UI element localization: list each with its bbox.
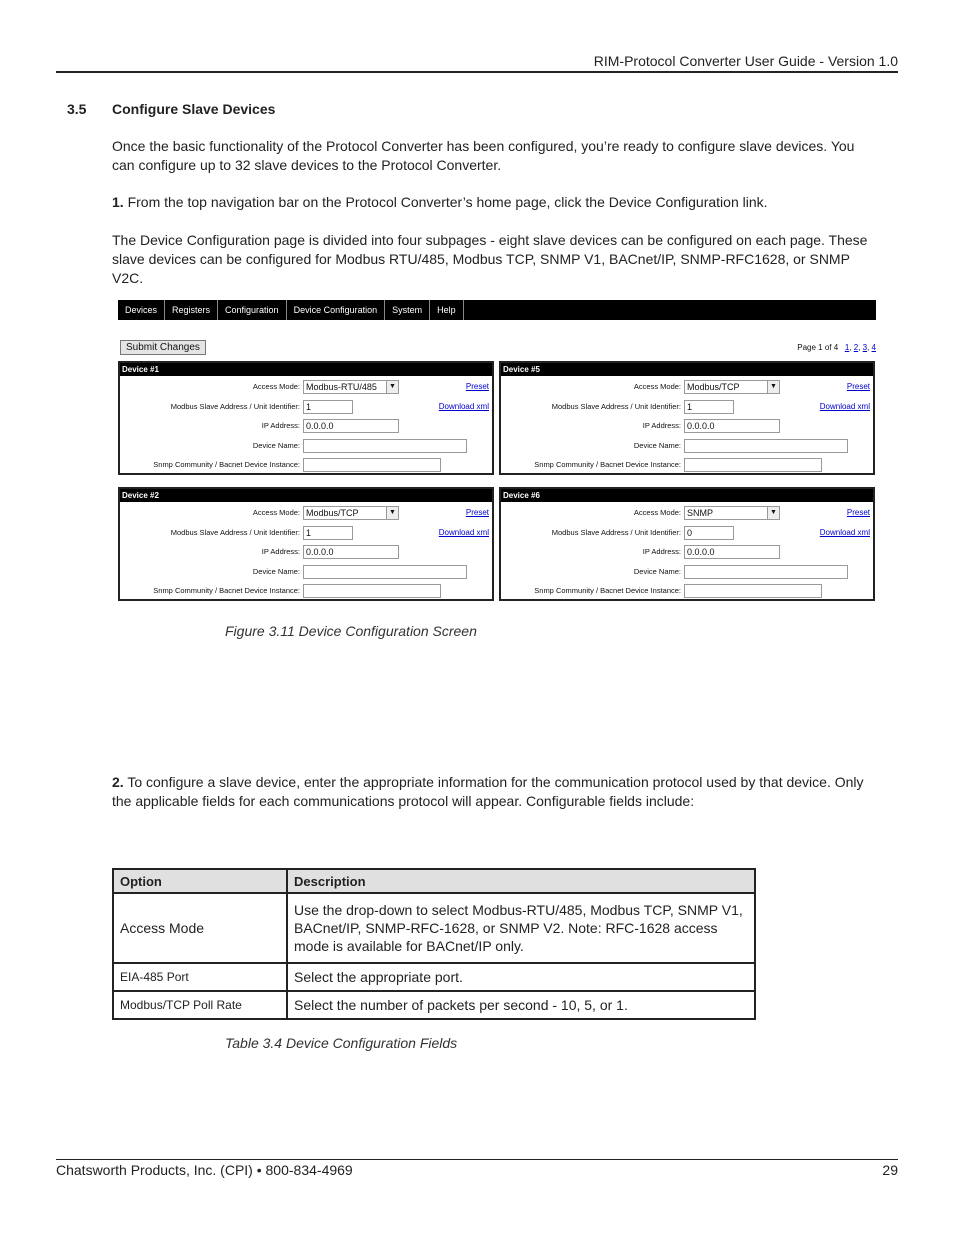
download-xml-link[interactable]: Download xml [819,401,870,411]
snmp-community-input[interactable] [684,584,822,598]
header-title: RIM-Protocol Converter User Guide - Version 1.0 [593,53,898,69]
table-header-option: Option [113,869,287,893]
ip-address-input[interactable] [684,419,780,433]
ip-address-input[interactable] [684,545,780,559]
snmp-community-input[interactable] [684,458,822,472]
table-row [113,893,755,963]
table-row [113,991,755,1019]
footer-company: Chatsworth Products, Inc. (CPI) • 800-834-4969 [56,1162,353,1178]
nav-tab-system[interactable]: System [385,300,430,320]
dropdown-arrow-icon[interactable]: ▼ [767,381,779,393]
pager-label: Page 1 of 4 [797,343,839,352]
device-config-screenshot [118,300,876,605]
section-title: Configure Slave Devices [112,101,276,117]
field-label: Snmp Community / Bacnet Device Instance: [153,460,300,469]
device-name-input[interactable] [303,565,467,579]
section-number: 3.5 [67,101,87,117]
field-label: Modbus Slave Address / Unit Identifier: [170,527,300,537]
slave-address-input[interactable] [303,526,353,540]
slave-address-input[interactable] [684,400,734,414]
device-panel-2 [118,487,494,601]
subpages-paragraph: The Device Configuration page is divided into four subpages - eight slave devices can be configured on each page. These slave devices can be configured for Modbus RTU/485, Modbus TCP, SNMP V1, BACnet/IP, SNMP-RFC1628, or SNMP V2C. [112,232,868,286]
step-1-number: 1. [112,194,124,210]
ip-address-input[interactable] [303,419,399,433]
access-mode-select[interactable] [303,506,399,520]
preset-link[interactable]: Preset [846,508,870,517]
download-xml-link[interactable]: Download xml [819,527,870,537]
snmp-community-input[interactable] [303,584,441,598]
device-name-input[interactable] [303,439,467,453]
page-number: 29 [882,1162,898,1178]
step-1-text: From the top navigation bar on the Protocol Converter’s home page, click the Device Configuration link. [127,194,768,210]
field-label: Snmp Community / Bacnet Device Instance: [153,586,300,595]
nav-tab-help[interactable]: Help [430,300,464,320]
field-value: 0.0.0.0 [306,421,334,431]
table-cell-description: Use the drop-down to select Modbus-RTU/485, Modbus TCP, SNMP V1, BACnet/IP, SNMP-RFC-1628, or SNMP V2. Note: RFC-1628 access mode is available for BACnet/IP only. [287,893,755,963]
field-value: Modbus/TCP [306,508,359,518]
access-mode-select[interactable] [684,506,780,520]
field-value: 1 [306,527,312,538]
pagination: Page 1 of 4 1, 2, 3, 4 [797,343,876,352]
step-2-number: 2. [112,774,124,790]
download-xml-link[interactable]: Download xml [438,527,489,537]
slave-address-input[interactable] [303,400,353,414]
figure-caption: Figure 3.11 Device Configuration Screen [225,623,477,639]
field-label: Device Name: [633,566,681,576]
field-label: Access Mode: [252,382,300,391]
device-panel-5 [499,361,875,475]
device-panel-1 [118,361,494,475]
field-value: 0.0.0.0 [687,547,715,557]
preset-link[interactable]: Preset [465,382,489,391]
field-label: Snmp Community / Bacnet Device Instance: [534,460,681,469]
field-value: 0.0.0.0 [306,547,334,557]
step-2-text: To configure a slave device, enter the appropriate information for the communication protocol used by that device. Only the applicable fields for each communications protocol will appear. Configurable fields include: [112,774,864,809]
access-mode-select[interactable] [684,380,780,394]
device-panel-title: Device #6 [501,489,873,502]
device-name-input[interactable] [684,439,848,453]
table-row [113,963,755,991]
step-2-paragraph [112,773,870,811]
field-label: IP Address: [642,421,681,430]
device-panel-title: Device #1 [120,363,492,376]
page-link-2[interactable]: 2 [853,343,859,352]
preset-link[interactable]: Preset [465,508,489,517]
footer-rule [56,1159,898,1160]
field-label: Access Mode: [633,508,681,517]
device-panel-6 [499,487,875,601]
field-label: Device Name: [252,440,300,450]
nav-tab-registers[interactable]: Registers [165,300,218,320]
nav-tab-devices[interactable]: Devices [118,300,165,320]
field-label: Access Mode: [633,382,681,391]
table-cell-option: Access Mode [113,893,287,963]
page-link-4[interactable]: 4 [871,343,876,352]
field-label: Device Name: [633,440,681,450]
snmp-community-input[interactable] [303,458,441,472]
field-label: Access Mode: [252,508,300,517]
table-header-row [113,869,755,893]
field-label: Modbus Slave Address / Unit Identifier: [551,401,681,411]
table-cell-option: EIA-485 Port [113,963,287,991]
table-cell-description: Select the appropriate port. [287,963,755,991]
field-value: 1 [687,401,693,412]
field-value: SNMP [687,508,714,518]
dropdown-arrow-icon[interactable]: ▼ [386,507,398,519]
device-config-fields-table [112,868,756,1020]
submit-changes-button[interactable]: Submit Changes [120,340,206,355]
field-value: 1 [306,401,312,412]
nav-tab-configuration[interactable]: Configuration [218,300,287,320]
field-value: Modbus/TCP [687,382,740,392]
field-label: IP Address: [261,421,300,430]
field-value: 0.0.0.0 [687,421,715,431]
field-label: Modbus Slave Address / Unit Identifier: [170,401,300,411]
preset-link[interactable]: Preset [846,382,870,391]
download-xml-link[interactable]: Download xml [438,401,489,411]
device-panel-title: Device #5 [501,363,873,376]
device-panel-title: Device #2 [120,489,492,502]
field-label: Modbus Slave Address / Unit Identifier: [551,527,681,537]
table-header-description: Description [287,869,755,893]
ip-address-input[interactable] [303,545,399,559]
table-cell-description: Select the number of packets per second - 10, 5, or 1. [287,991,755,1019]
dropdown-arrow-icon[interactable]: ▼ [767,507,779,519]
nav-tab-device-configuration[interactable]: Device Configuration [287,300,386,320]
step-1-paragraph [112,193,870,212]
page-link-3[interactable]: 3 [862,343,868,352]
access-mode-select[interactable] [303,380,399,394]
intro-paragraph: Once the basic functionality of the Protocol Converter has been configured, you’re ready to configure slave devices. You can configure up to 32 slave devices to the Protocol Converter. [112,138,855,173]
field-label: IP Address: [642,547,681,556]
field-label: Snmp Community / Bacnet Device Instance: [534,586,681,595]
field-label: Device Name: [252,566,300,576]
dropdown-arrow-icon[interactable]: ▼ [386,381,398,393]
top-navigation-bar [118,300,876,320]
table-cell-option: Modbus/TCP Poll Rate [113,991,287,1019]
slave-address-input[interactable] [684,526,734,540]
page-link-1[interactable]: 1 [844,343,850,352]
field-value: Modbus-RTU/485 [306,382,377,392]
table-caption: Table 3.4 Device Configuration Fields [225,1035,458,1051]
header-rule [56,71,898,73]
device-name-input[interactable] [684,565,848,579]
field-label: IP Address: [261,547,300,556]
field-value: 0 [687,527,693,538]
